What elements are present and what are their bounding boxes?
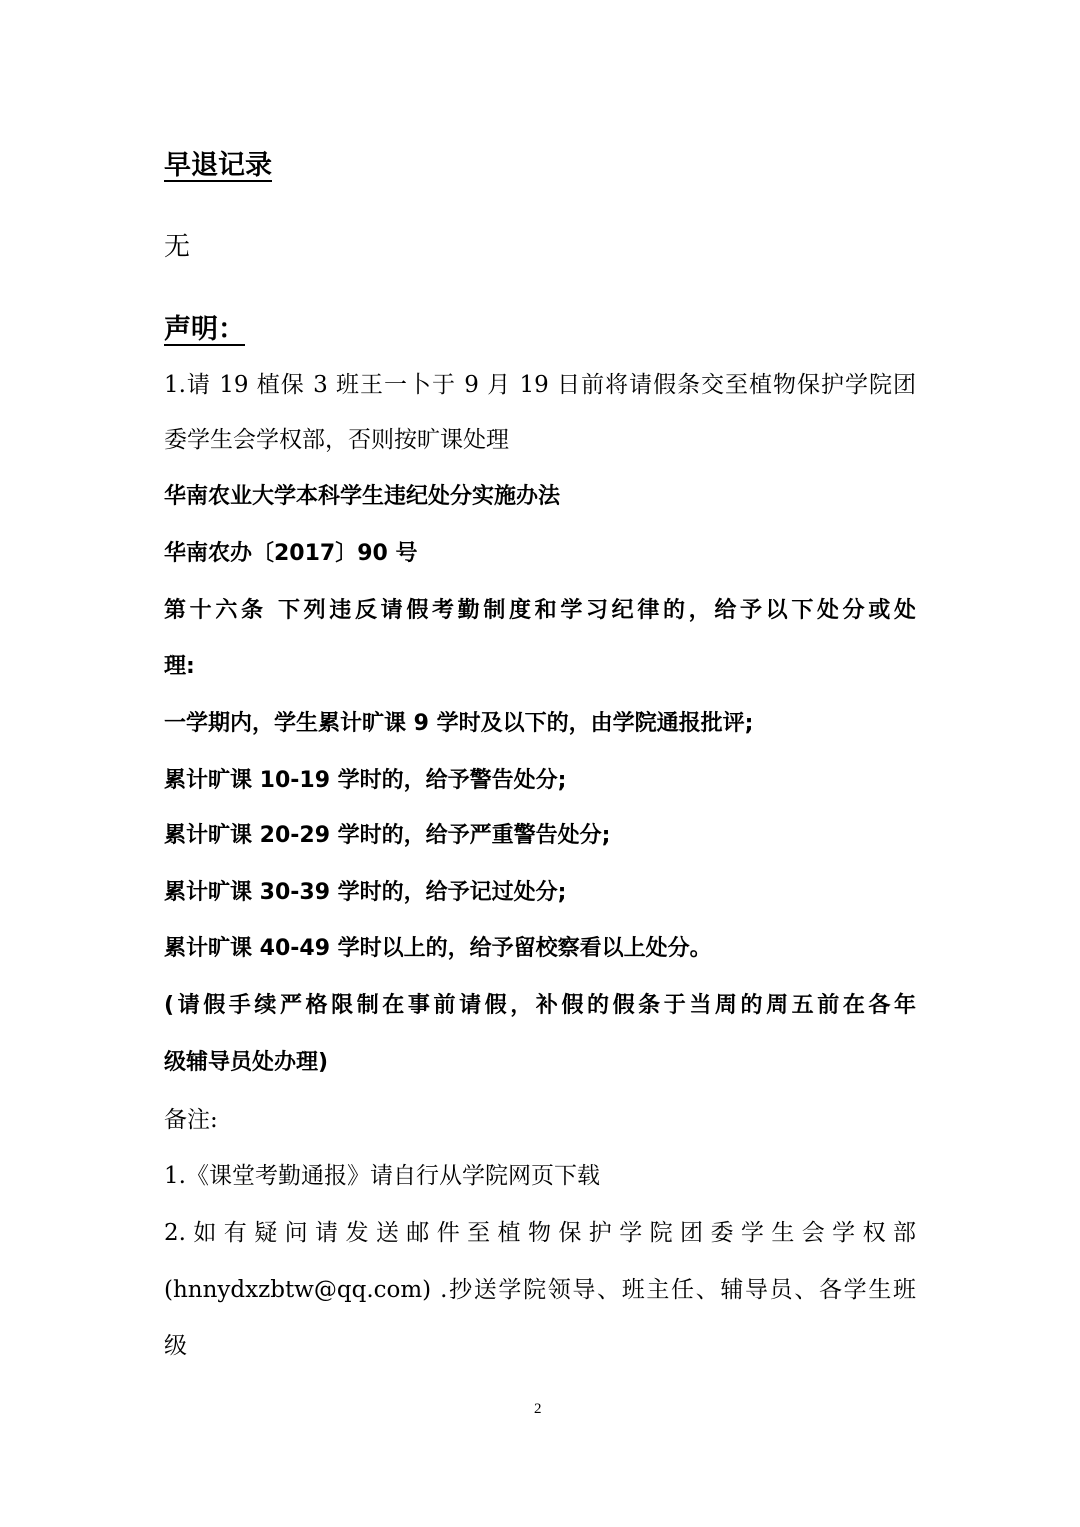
regulation-rule: 累计旷课 30-39 学时的，给予记过处分; bbox=[164, 880, 567, 905]
regulation-rule: 一学期内，学生累计旷课 9 学时及以下的，由学院通报批评; bbox=[164, 711, 754, 736]
page-number: 2 bbox=[534, 1401, 542, 1417]
statement-heading: 声明： bbox=[164, 314, 245, 345]
regulation-article-line2: 理: bbox=[164, 654, 195, 679]
remarks-item1: 1.《课堂考勤通报》请自行从学院网页下载 bbox=[164, 1163, 600, 1189]
regulation-rule: 累计旷课 10-19 学时的，给予警告处分; bbox=[164, 768, 567, 793]
regulation-doc-number: 华南农办〔2017〕90 号 bbox=[164, 541, 418, 566]
remarks-item2-line2: (hnnydxzbtw@qq.com) .抄送学院领导、班主任、辅导员、各学生班 bbox=[164, 1277, 916, 1303]
remarks-heading: 备注: bbox=[164, 1107, 218, 1133]
remarks-item2-line1: 2.如有疑问请发送邮件至植物保护学院团委学生会学权部 bbox=[164, 1220, 916, 1246]
regulation-rule: 累计旷课 20-29 学时的，给予严重警告处分; bbox=[164, 823, 611, 848]
regulation-article-line1: 第十六条 下列违反请假考勤制度和学习纪律的，给予以下处分或处 bbox=[164, 598, 916, 623]
remarks-item2-line3: 级 bbox=[164, 1333, 187, 1359]
early-leave-value: 无 bbox=[164, 232, 191, 262]
leave-note-line2: 级辅导员处办理) bbox=[164, 1050, 329, 1075]
regulation-rule: 累计旷课 40-49 学时以上的，给予留校察看以上处分。 bbox=[164, 936, 712, 961]
statement-item1-line2: 委学生会学权部，否则按旷课处理 bbox=[164, 427, 509, 453]
leave-note-line1: (请假手续严格限制在事前请假，补假的假条于当周的周五前在各年 bbox=[164, 993, 916, 1018]
statement-item1-line1: 1.请 19 植保 3 班王一卜于 9 月 19 日前将请假条交至植物保护学院团 bbox=[164, 372, 916, 398]
regulation-title: 华南农业大学本科学生违纪处分实施办法 bbox=[164, 484, 561, 509]
early-leave-heading: 早退记录 bbox=[164, 150, 272, 181]
